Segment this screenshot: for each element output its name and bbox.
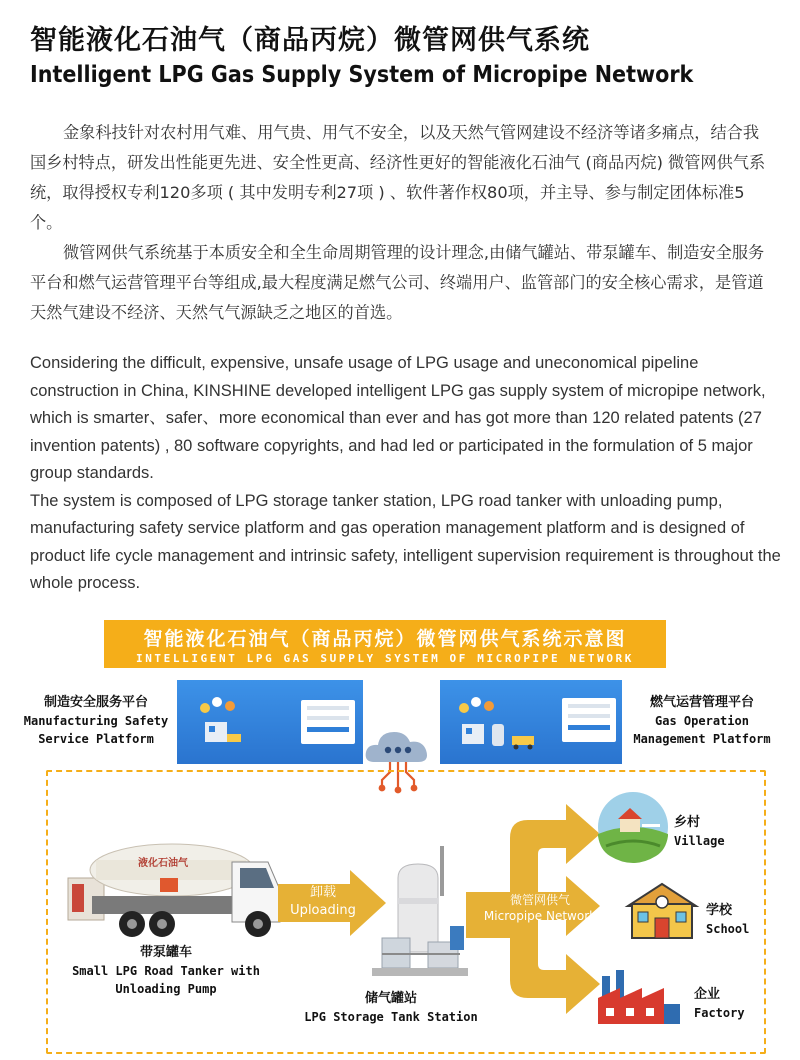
storage-station-label-en: LPG Storage Tank Station (304, 1010, 478, 1024)
manufacturing-platform-en2: Service Platform (38, 732, 154, 746)
login-panel (562, 698, 616, 742)
school-icon (624, 882, 700, 942)
factory-label (694, 986, 764, 1022)
gas-operation-platform-cn: 燃气运营管理平台 (649, 695, 754, 710)
english-body (30, 350, 790, 598)
manufacturing-platform-label (16, 694, 176, 748)
micropipe-label-cn: 微管网供气 (509, 893, 570, 907)
chinese-body (30, 118, 775, 328)
chinese-paragraph-1: 金象科技针对农村用气难、用气贵、用气不安全，以及天然气管网建设不经济等诸多痛点，结合我国乡村特点，研发出性能更先进、安全性更高、经济性更好的智能液化石油气 (商品丙烷) 微管网供气系统，取得授权专利120多项 ( 其中发明专利27项 ) 、软件著作权80项，并主导、参与制定团体标准5个。 (30, 123, 766, 232)
platform-icons-graphic (197, 694, 247, 754)
school-label-en: School (706, 922, 750, 936)
lpg-tanker-truck-icon (62, 832, 284, 944)
page-title-cn: 智能液化石油气（商品丙烷）微管网供气系统 (30, 25, 590, 56)
factory-label-cn: 企业 (694, 987, 721, 1002)
diagram-title-en: INTELLIGENT LPG GAS SUPPLY SYSTEM OF MICROPIPE NETWORK (135, 652, 635, 665)
manufacturing-platform-cn: 制造安全服务平台 (43, 695, 148, 710)
storage-station-label-cn: 储气罐站 (364, 991, 417, 1006)
micropipe-label (480, 892, 600, 924)
manufacturing-platform-en1: Manufacturing Safety (23, 714, 169, 728)
micropipe-label-en: Micropipe Network (483, 909, 597, 923)
platform-icons-graphic (456, 694, 552, 758)
unloading-label-cn: 卸载 (309, 885, 336, 900)
english-paragraph-2: The system is composed of LPG storage tanker station, LPG road tanker with unloading pump, manufacturing safety service platform and gas operation management platform and is designed of product life cycle management and intrinsic safety, intelligent supervision requirement is throughout the whole process. (30, 491, 781, 592)
tanker-label-en1: Small LPG Road Tanker with (72, 964, 260, 978)
factory-label-en: Factory (694, 1006, 745, 1020)
factory-icon (596, 968, 682, 1026)
storage-tank-station-icon (368, 842, 472, 992)
gas-operation-platform-screenshot (440, 680, 622, 764)
school-label (706, 902, 776, 938)
page-title-en: Intelligent LPG Gas Supply System of Micropipe Network (30, 62, 694, 88)
diagram-title-banner (104, 620, 666, 668)
tanker-label (52, 944, 280, 998)
village-icon (596, 790, 670, 864)
village-label (674, 814, 744, 850)
tanker-label-en2: Unloading Pump (115, 982, 217, 996)
storage-station-label (296, 990, 486, 1026)
unloading-label (280, 884, 366, 920)
village-label-en: Village (674, 834, 725, 848)
login-panel (301, 700, 355, 744)
manufacturing-platform-screenshot (177, 680, 363, 764)
diagram-title-cn: 智能液化石油气（商品丙烷）微管网供气系统示意图 (143, 628, 627, 650)
village-label-cn: 乡村 (674, 815, 701, 830)
tanker-label-cn: 带泵罐车 (139, 945, 192, 960)
school-label-cn: 学校 (706, 903, 733, 918)
english-paragraph-1: Considering the difficult, expensive, unsafe usage of LPG usage and uneconomical pipeline construction in China, KINSHINE developed intelligent LPG gas supply system of micropipe network, which is smarter、safer、more economical than ever and has got more than 120 related patents (27 invention patents) , 80 software copyrights, and had led or participated in the formulation of 5 major group standards. (30, 354, 766, 482)
unloading-label-en: Uploading (290, 903, 356, 918)
gas-operation-platform-en1: Gas Operation (655, 714, 749, 728)
tanker-body-text: 液化石油气 (138, 858, 188, 869)
chinese-paragraph-2: 微管网供气系统基于本质安全和全生命周期管理的设计理念,由储气罐站、带泵罐车、制造安全服务平台和燃气运营管理平台等组成,最大程度满足燃气公司、终端用户、监管部门的安全核心需求，是管道天然气建设不经济、天然气气源缺乏之地区的首选。 (30, 243, 765, 322)
gas-operation-platform-label (620, 694, 784, 748)
gas-operation-platform-en2: Management Platform (633, 732, 771, 746)
